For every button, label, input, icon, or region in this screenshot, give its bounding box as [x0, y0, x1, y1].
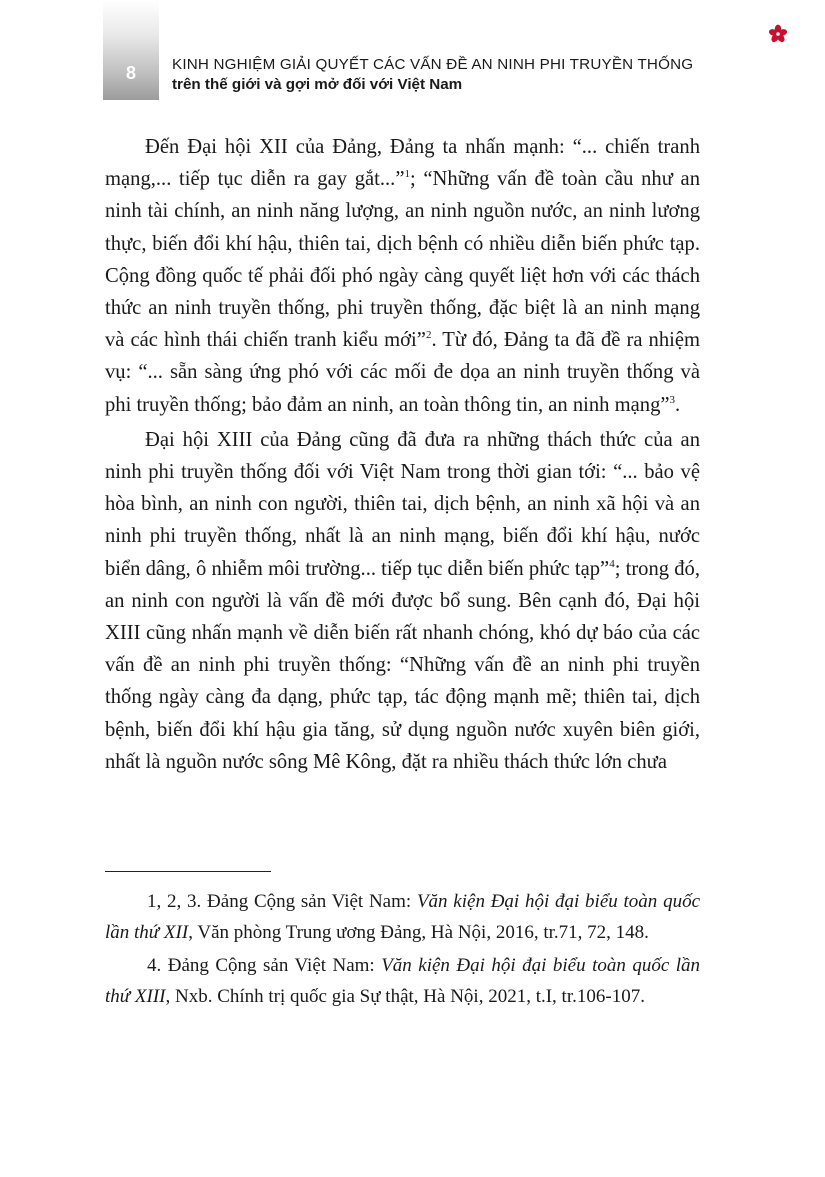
body-text	[105, 131, 700, 778]
page-number-tab	[103, 0, 159, 100]
footnote-ref-4: 4	[609, 557, 615, 570]
page-number: 8	[125, 63, 136, 83]
footnote-ref-1: 1	[404, 168, 410, 181]
flower-icon	[768, 24, 788, 44]
footnote-separator	[105, 871, 271, 872]
footnote-2-prefix: 4. Đảng Cộng sản Việt Nam:	[147, 955, 382, 976]
footnote-ref-2: 2	[425, 329, 432, 342]
paragraph-2-text-a: Đại hội XIII của Đảng cũng đã đưa ra những thách thức của an ninh phi truyền thống đối với Việt Nam trong thời gian tới: “... bảo vệ hòa bình, an ninh con người, thiên tai, dịch bệnh, an ninh xã hội và an ninh phi truyền thống, nhất là an ninh mạng, biến đổi khí hậu, nước biển dâng, ô nhiễm môi trường... tiếp tục diễn biến phức tạp”	[105, 428, 700, 580]
paragraph-1-text-b: ; “Những vấn đề toàn cầu như an ninh tài chính, an ninh năng lượng, an ninh nguồn nước, an ninh lương thực, biến đổi khí hậu, thiên tai, dịch bệnh có nhiều diễn biến phức tạp. Cộng đồng quốc tế phải đối phó ngày càng quyết liệt hơn với các thách thức an ninh truyền thống, phi truyền thống, đặc biệt là an ninh mạng và các hình thái chiến tranh kiểu mới”	[105, 168, 700, 352]
footnote-ref-3: 3	[669, 393, 676, 406]
paragraph-2	[105, 424, 700, 778]
footnote-2-title: Văn kiện Đại hội đại biểu toàn quốc lần thứ XIII	[105, 955, 701, 1007]
paragraph-1-text-a: Đến Đại hội XII của Đảng, Đảng ta nhấn mạnh: “... chiến tranh mạng,... tiếp tục diễn ra gay gắt...”	[105, 136, 700, 191]
footnote-2	[105, 951, 700, 1012]
running-title-line2: trên thế giới và gợi mở đối với Việt Nam	[172, 76, 463, 93]
paragraph-1	[105, 131, 700, 421]
footnote-1-suffix: , Văn phòng Trung ương Đảng, Hà Nội, 2016, tr.71, 72, 148.	[188, 921, 649, 943]
footnotes	[105, 887, 700, 1012]
footnote-1-prefix: 1, 2, 3. Đảng Cộng sản Việt Nam:	[147, 891, 417, 912]
footnote-1-title: Văn kiện Đại hội đại biểu toàn quốc lần thứ XII	[105, 891, 701, 943]
running-head	[172, 55, 732, 95]
footnote-1	[105, 887, 700, 948]
footnote-2-suffix: , Nxb. Chính trị quốc gia Sự thật, Hà Nội, 2021, t.I, tr.106-107.	[165, 985, 645, 1007]
paragraph-2-text-b: ; trong đó, an ninh con người là vấn đề mới được bổ sung. Bên cạnh đó, Đại hội XIII cũng nhấn mạnh về diễn biến rất nhanh chóng, khó dự báo của các vấn đề an ninh phi truyền thống: “Những vấn đề an ninh phi truyền thống ngày càng đa dạng, phức tạp, tác động mạnh mẽ; thiên tai, dịch bệnh, biến đổi khí hậu gia tăng, sử dụng nguồn nước xuyên biên giới, nhất là nguồn nước sông Mê Kông, đặt ra nhiều thách thức lớn chưa	[105, 557, 700, 773]
running-title-line1: KINH NGHIỆM GIẢI QUYẾT CÁC VẤN ĐỀ AN NINH PHI TRUYỀN THỐNG	[172, 56, 694, 73]
paragraph-1-text-d: .	[675, 393, 681, 416]
paragraph-1-text-c: . Từ đó, Đảng ta đã đề ra nhiệm vụ: “... sẵn sàng ứng phó với các mối đe dọa an ninh truyền thống và phi truyền thống; bảo đảm an ninh, an toàn thông tin, an ninh mạng”	[105, 329, 701, 416]
